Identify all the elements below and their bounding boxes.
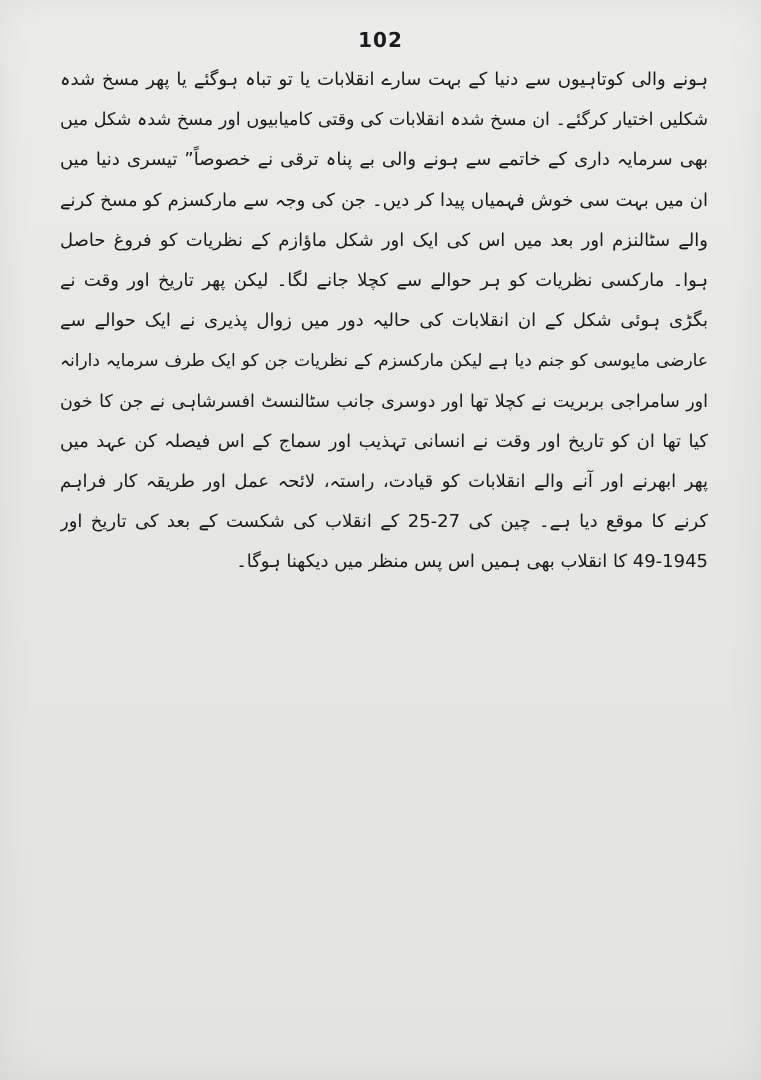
text-line: والے سٹالنزم اور بعد میں اس کی ایک اور شکل ماؤازم کے نظریات کو فروغ حاصل [60,229,708,251]
text-line: کرنے کا موقع دیا ہے۔ چین کی 27-25 کے انقلاب کی شکست کے بعد کی تاریخ اور [60,511,708,533]
text-line: پھر ابھرنے اور آنے والے انقلابات کو قیادت، راستہ، لائحہ عمل اور طریقہ کار فراہم [60,470,708,492]
text-line: عارضی مایوسی کو جنم دیا ہے لیکن مارکسزم کے نظریات جن کو ایک طرف سرمایہ دارانہ [60,351,708,372]
text-line: ہونے والی کوتاہیوں سے دنیا کے بہت سارے انقلابات یا تو تباہ ہوگئے یا پھر مسخ شدہ [60,69,708,90]
text-line: ان میں بہت سی خوش فہمیاں پیدا کر دیں۔ جن کی وجہ سے مارکسزم کو مسخ کرنے [60,189,708,211]
text-line: اور سامراجی بربریت نے کچلا تھا اور دوسری جانب سٹالنسٹ افسرشاہی نے جن کا خون [60,391,708,412]
text-line: شکلیں اختیار کرگئے۔ ان مسخ شدہ انقلابات کی وقتی کامیابیوں اور مسخ شدہ شکل میں [60,110,708,131]
text-line: بھی سرمایہ داری کے خاتمے سے ہونے والی بے پناہ ترقی نے خصوصاً” تیسری دنیا میں [60,149,708,171]
text-line: بگڑی ہوئی شکل کے ان انقلابات کی حالیہ دور میں زوال پذیری نے ایک حوالے سے [60,310,708,332]
body-text [60,60,708,582]
text-line: کیا تھا ان کو تاریخ اور وقت نے انسانی تہذیب اور سماج کے اس فیصلہ کن عہد میں [60,430,708,452]
text-line: ہوا۔ مارکسی نظریات کو ہر حوالے سے کچلا جانے لگا۔ لیکن پھر تاریخ اور وقت نے [60,269,708,291]
text-line: 49-1945 کا انقلاب بھی ہمیں اس پس منظر میں دیکھنا ہوگا۔ [236,551,708,573]
page-number: 102 [358,28,403,52]
